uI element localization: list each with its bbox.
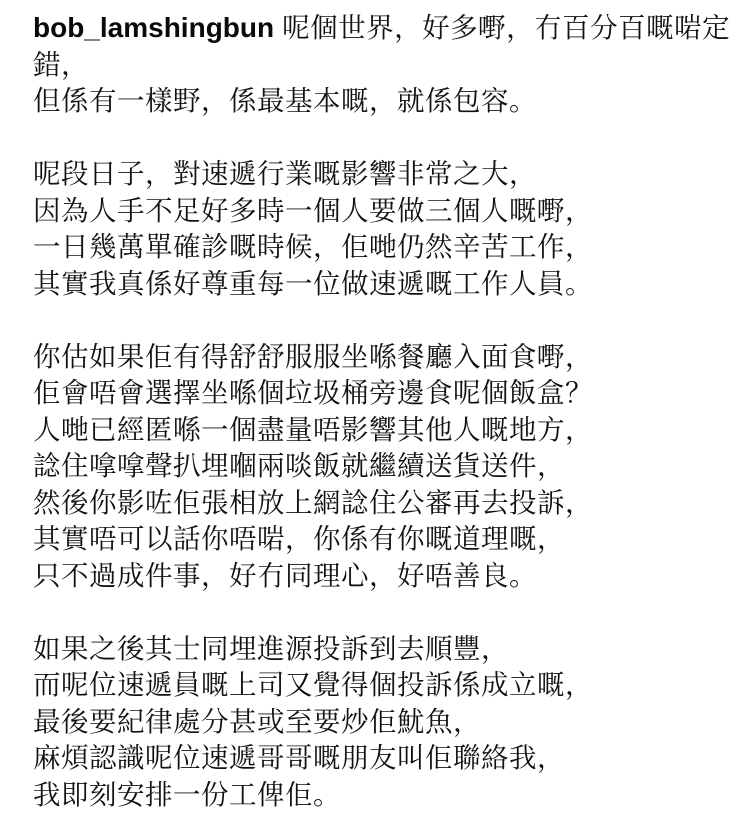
paragraph-gap <box>33 302 733 339</box>
caption-intro <box>33 10 733 83</box>
username-link[interactable]: bob_lamshingbun <box>33 12 274 43</box>
caption-line: 佢會唔會選擇坐喺個垃圾桶旁邊食呢個飯盒？ <box>33 375 733 412</box>
caption-line: 只不過成件事，好冇同理心，好唔善良。 <box>33 558 733 595</box>
caption-line: 最後要紀律處分甚或至要炒佢魷魚， <box>33 704 733 741</box>
caption-line: 然後你影咗佢張相放上網諗住公審再去投訴， <box>33 485 733 522</box>
caption-line: 因為人手不足好多時一個人要做三個人嘅嘢， <box>33 193 733 230</box>
caption-line: 其實我真係好尊重每一位做速遞嘅工作人員。 <box>33 266 733 303</box>
caption-line: 我即刻安排一份工俾佢。 <box>33 777 733 813</box>
caption-line: 一日幾萬單確診嘅時候，佢哋仍然辛苦工作， <box>33 229 733 266</box>
caption-line: 如果之後其士同埋進源投訴到去順豐， <box>33 631 733 668</box>
caption-line: 你估如果佢有得舒舒服服坐喺餐廳入面食嘢， <box>33 339 733 376</box>
caption-line: 諗住嗱嗱聲扒埋嗰兩啖飯就繼續送貨送件， <box>33 448 733 485</box>
caption-line: 而呢位速遞員嘅上司又覺得個投訴係成立嘅， <box>33 667 733 704</box>
caption-line: 其實唔可以話你唔啱，你係有你嘅道理嘅， <box>33 521 733 558</box>
caption-line: 但係有一樣野，係最基本嘅，就係包容。 <box>33 83 733 120</box>
caption-line: 人哋已經匿喺一個盡量唔影響其他人嘅地方， <box>33 412 733 449</box>
caption-line: 麻煩認識呢位速遞哥哥嘅朋友叫佢聯絡我， <box>33 740 733 777</box>
paragraph-gap <box>33 120 733 157</box>
post-caption <box>33 10 733 813</box>
caption-intro-text: 呢個世界，好多嘢，冇百分百嘅啱定錯， <box>33 12 730 81</box>
caption-line: 呢段日子，對速遞行業嘅影響非常之大， <box>33 156 733 193</box>
paragraph-gap <box>33 594 733 631</box>
